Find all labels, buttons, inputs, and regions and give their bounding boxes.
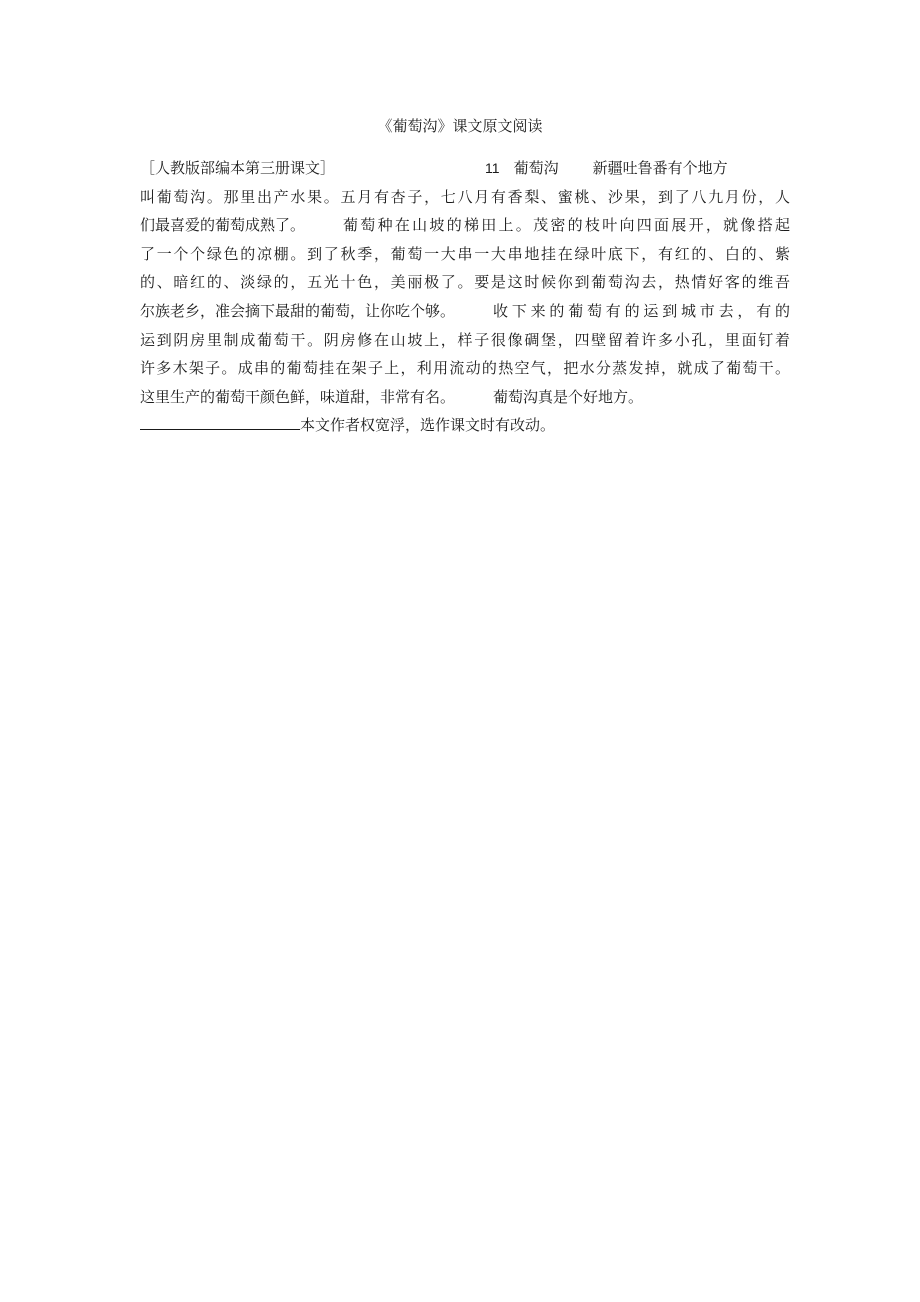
text-segment: 叫葡萄沟。那里出产水果。五月有杏子，七八月有香梨、蜜桃、沙果，到了八九月份，人 xyxy=(140,187,790,206)
body-text xyxy=(140,154,790,440)
text-line xyxy=(140,240,790,269)
text-line xyxy=(140,411,790,440)
text-segment: 新疆吐鲁番有个地方 xyxy=(592,159,728,177)
text-segment: 们最喜爱的葡萄成熟了。 xyxy=(140,216,306,235)
document-title: 《葡萄沟》课文原文阅读 xyxy=(377,117,543,135)
text-line xyxy=(140,154,790,183)
text-segment: 许多木架子。成串的葡萄挂在架子上，利用流动的热空气，把水分蒸发掉，就成了葡萄干。 xyxy=(140,359,790,378)
text-line xyxy=(140,268,790,297)
lesson-title: 葡萄沟 xyxy=(513,159,559,177)
blank-underline xyxy=(140,415,300,430)
text-line xyxy=(140,383,790,412)
source-tag: ［人教版部编本第三册课文］ xyxy=(140,159,336,177)
text-segment: 这里生产的葡萄干颜色鲜，味道甜，非常有名。 xyxy=(140,387,456,406)
text-line xyxy=(140,354,790,383)
text-segment: 葡萄沟真是个好地方。 xyxy=(493,387,644,406)
text-segment: 收下来的葡萄有的运到城市去，有的 xyxy=(493,301,790,320)
text-segment: 的、暗红的、淡绿的，五光十色，美丽极了。要是这时候你到葡萄沟去，热情好客的维吾 xyxy=(140,273,790,292)
text-segment: 葡萄种在山坡的梯田上。茂密的枝叶向四面展开，就像搭起 xyxy=(343,216,790,235)
text-line xyxy=(140,183,790,212)
text-segment: 了一个个绿色的凉棚。到了秋季，葡萄一大串一大串地挂在绿叶底下，有红的、白的、紫 xyxy=(140,244,790,263)
footnote: 本文作者权宽浮，选作课文时有改动。 xyxy=(300,416,556,435)
text-line xyxy=(140,211,790,240)
text-segment: 尔族老乡，准会摘下最甜的葡萄，让你吃个够。 xyxy=(140,301,456,320)
text-segment: 运到阴房里制成葡萄干。阴房修在山坡上，样子很像碉堡，四壁留着许多小孔，里面钉着 xyxy=(140,330,790,349)
text-line xyxy=(140,326,790,355)
text-line xyxy=(140,297,790,326)
lesson-number: 11 xyxy=(485,160,500,176)
